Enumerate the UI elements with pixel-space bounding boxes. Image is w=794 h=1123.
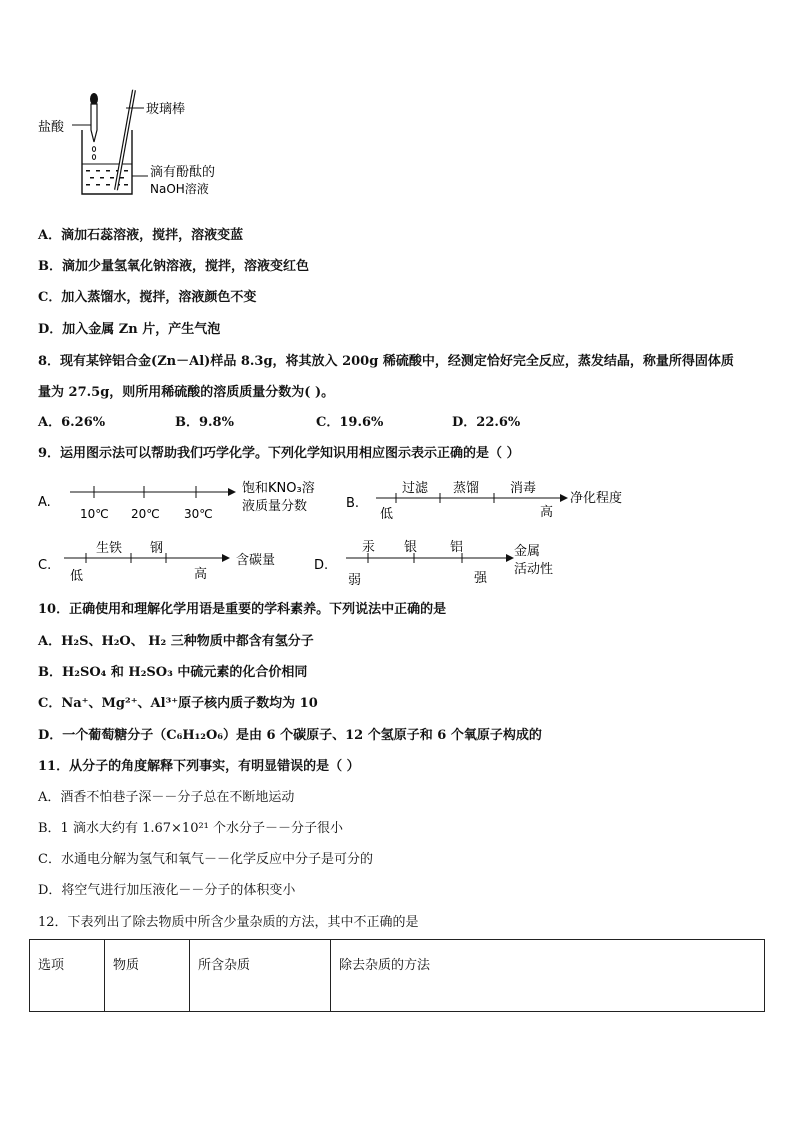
beaker-figure: [36, 86, 266, 204]
q7-option-c: C．加入蒸馏水，搅拌，溶液颜色不变: [38, 290, 257, 305]
q9-b-label: 净化程度: [570, 491, 623, 506]
q11-option-b: B．1 滴水大约有 1.67×10²¹ 个水分子－－分子很小: [38, 821, 344, 836]
q9-d-high: 强: [474, 571, 488, 586]
q8-stem-2: 量为 27.5g，则所用稀硫酸的溶质质量分数为( )。: [38, 385, 335, 400]
q9-d-letter: D.: [314, 558, 329, 573]
q9-a-letter: A.: [38, 495, 51, 510]
q9-c-low: 低: [70, 569, 84, 584]
q9-d-item-3: 铝: [450, 540, 464, 555]
q10-option-b: B．H₂SO₄ 和 H₂SO₃ 中硫元素的化合价相同: [38, 665, 308, 680]
q9-b-item-1: 过滤: [402, 481, 429, 496]
q9-d-label-1: 金属: [514, 544, 541, 559]
q11-option-c: C．水通电分解为氢气和氧气－－化学反应中分子是可分的: [38, 852, 373, 867]
q11-stem: 11．从分子的角度解释下列事实，有明显错误的是（ ）: [38, 759, 360, 774]
table-row: [30, 940, 765, 1012]
q7-option-d: D．加入金属 Zn 片，产生气泡: [38, 322, 221, 337]
q9-d-label-2: 活动性: [514, 562, 554, 577]
q9-c-letter: C.: [38, 558, 52, 573]
q9-d-item-1: 汞: [362, 540, 376, 555]
q9-b-high: 高: [540, 505, 554, 520]
q10-option-d: D．一个葡萄糖分子（C₆H₁₂O₆）是由 6 个碳原子、12 个氢原子和 6 个氧原子构成的: [38, 728, 542, 743]
solution-label-2: NaOH溶液: [150, 182, 209, 196]
q9-a-tick-2: 20℃: [131, 507, 160, 521]
q9-a-tick-1: 10℃: [80, 507, 109, 521]
q9-c-item-2: 钢: [150, 541, 164, 556]
q12-table: [29, 939, 765, 1012]
q8-option-b: B．9.8%: [175, 415, 234, 430]
table-header-method: 除去杂质的方法: [331, 940, 765, 1012]
rod-label: 玻璃棒: [146, 102, 186, 117]
acid-label: 盐酸: [38, 120, 65, 135]
q9-b-low: 低: [380, 507, 394, 522]
q9-b-item-2: 蒸馏: [453, 481, 480, 496]
q9-a-label-1: 饱和KNO₃溶: [242, 481, 315, 496]
q9-diagram-a: [36, 476, 336, 522]
q9-b-letter: B.: [346, 496, 360, 511]
table-header-option: 选项: [30, 940, 105, 1012]
table-header-impurity: 所含杂质: [190, 940, 331, 1012]
q9-a-label-2: 液质量分数: [242, 499, 308, 514]
q11-option-a: A．酒香不怕巷子深－－分子总在不断地运动: [38, 790, 295, 805]
q9-c-label: 含碳量: [236, 553, 276, 568]
q8-option-c: C．19.6%: [316, 415, 384, 430]
q7-option-b: B．滴加少量氢氧化钠溶液，搅拌，溶液变红色: [38, 259, 309, 274]
q9-diagram-b: [344, 476, 644, 522]
q8-stem-1: 8．现有某锌铝合金(Zn－Al)样品 8.3g，将其放入 200g 稀硫酸中，经测定恰好完全反应，蒸发结晶，称量所得固体质: [38, 354, 734, 369]
q9-diagram-d: [312, 536, 612, 588]
q10-option-c: C．Na⁺、Mg²⁺、Al³⁺原子核内质子数均为 10: [38, 696, 318, 711]
q8-option-d: D．22.6%: [452, 415, 521, 430]
q9-a-tick-3: 30℃: [184, 507, 213, 521]
q9-c-item-1: 生铁: [96, 541, 123, 556]
solution-label-1: 滴有酚酞的: [150, 165, 216, 180]
q11-option-d: D．将空气进行加压液化－－分子的体积变小: [38, 883, 296, 898]
q8-option-a: A．6.26%: [38, 415, 106, 430]
table-header-substance: 物质: [105, 940, 190, 1012]
q9-c-high: 高: [194, 567, 208, 582]
q9-diagram-c: [36, 536, 336, 584]
q12-stem: 12．下表列出了除去物质中所含少量杂质的方法，其中不正确的是: [38, 915, 419, 930]
q9-d-item-2: 银: [404, 540, 418, 555]
q7-option-a: A．滴加石蕊溶液，搅拌，溶液变蓝: [38, 228, 244, 243]
q10-stem: 10．正确使用和理解化学用语是重要的学科素养。下列说法中正确的是: [38, 602, 447, 617]
q9-d-low: 弱: [348, 573, 362, 588]
q10-option-a: A．H₂S、H₂O、 H₂ 三种物质中都含有氢分子: [38, 634, 314, 649]
q9-stem: 9．运用图示法可以帮助我们巧学化学。下列化学知识用相应图示表示正确的是（ ）: [38, 446, 520, 461]
q9-b-item-3: 消毒: [510, 481, 537, 496]
